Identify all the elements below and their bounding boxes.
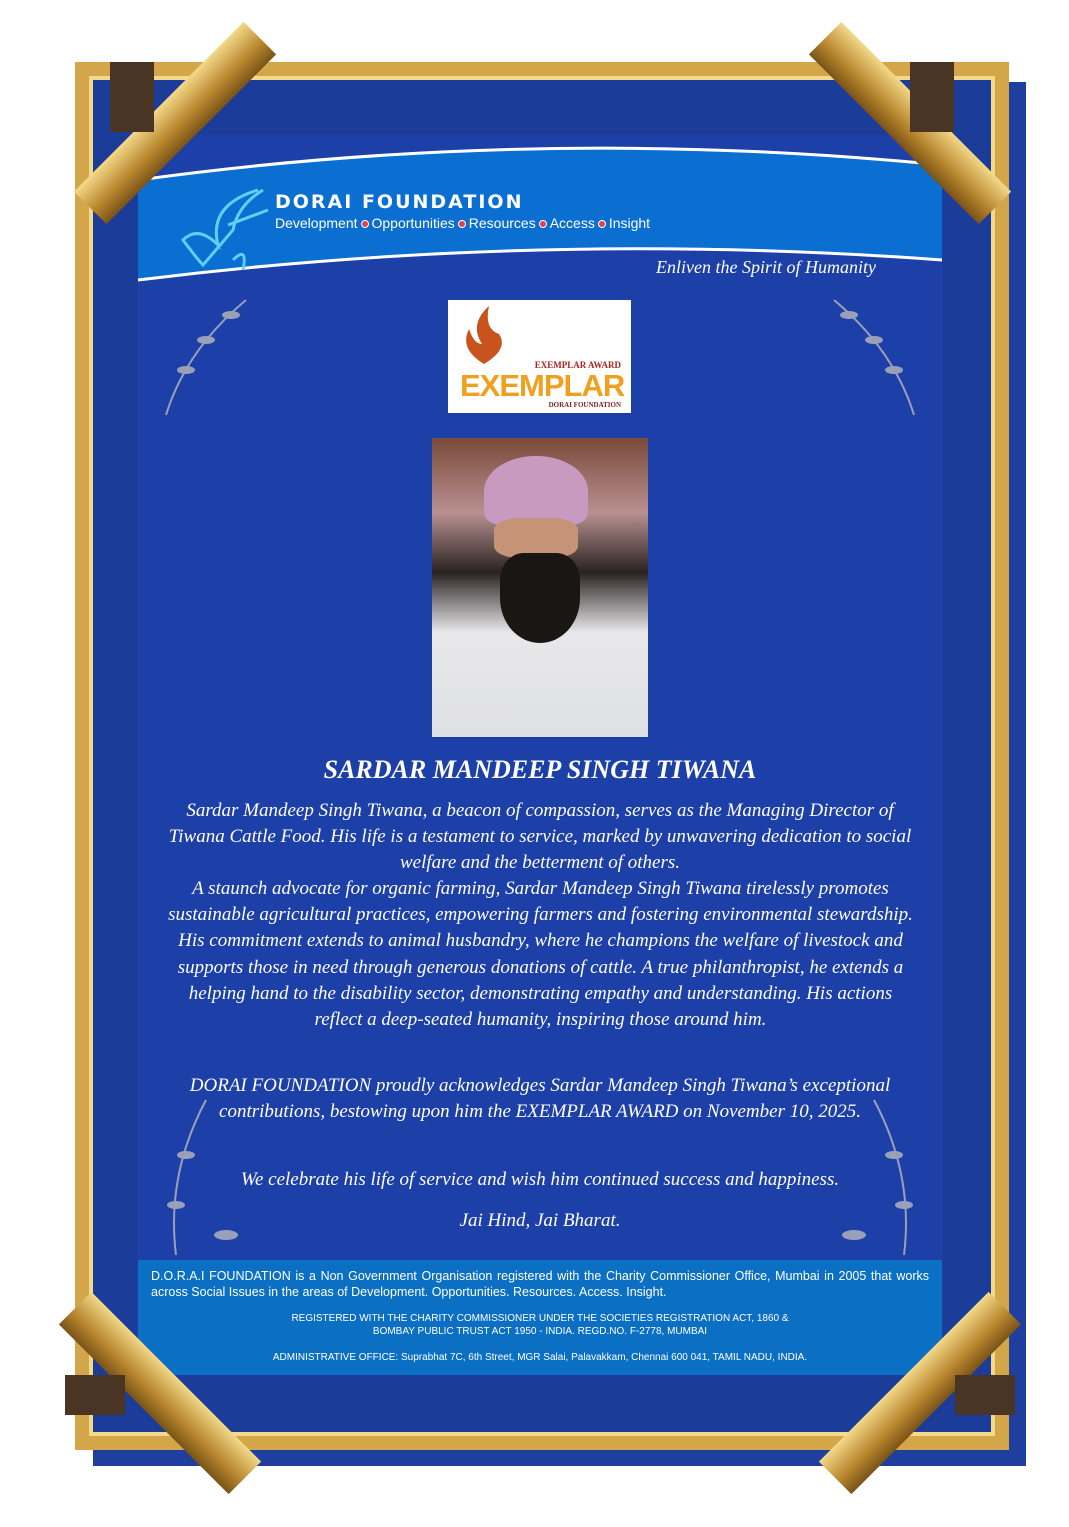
pillar: Development xyxy=(275,215,358,231)
recipient-name: SARDAR MANDEEP SINGH TIWANA xyxy=(323,755,757,784)
dot-icon xyxy=(539,220,547,228)
footer-band xyxy=(138,1260,942,1375)
dot-icon xyxy=(361,220,369,228)
pillar: Resources xyxy=(468,215,536,231)
exemplar-award-logo xyxy=(448,300,631,413)
pillar: Insight xyxy=(608,215,651,231)
ribbon-fold xyxy=(955,1375,1015,1415)
org-name: DORAI FOUNDATION xyxy=(275,191,524,213)
dot-icon xyxy=(458,220,466,228)
closing: Jai Hind, Jai Bharat. xyxy=(459,1210,621,1231)
vine-ornament-icon xyxy=(824,290,934,420)
footer-registration xyxy=(138,1312,942,1338)
recipient-photo xyxy=(432,438,648,737)
dot-icon xyxy=(598,220,606,228)
vine-ornament-icon xyxy=(146,290,256,420)
award-logo-word: EXEMPLAR xyxy=(460,368,625,403)
paragraph-2: A staunch advocate for organic farming, Sardar Mandeep Singh Tiwana tirelessly promotes sustainable agricultural practices, empowering farmers and fostering environmental stewardship. His commitment extends to animal husbandry, where he champions the welfare of livestock and supports those in need through generous donations of cattle. A true philanthropist, he extends a helping hand to the disability sector, demonstrating empathy and understanding. His actions reflect a deep-seated humanity, inspiring those around him. xyxy=(168,878,913,1031)
ribbon-fold xyxy=(110,62,154,132)
registration-line: BOMBAY PUBLIC TRUST ACT 1950 - INDIA. REGD.NO. F-2778, MUMBAI xyxy=(372,1326,708,1337)
pillars xyxy=(275,215,650,231)
pillar: Opportunities xyxy=(371,215,455,231)
footer-address: ADMINISTRATIVE OFFICE: Suprabhat 7C, 6th Street, MGR Salai, Palavakkam, Chennai 600 041, TAMIL NADU, INDIA. xyxy=(272,1352,808,1363)
flame-icon xyxy=(454,304,514,366)
footer-about: D.O.R.A.I FOUNDATION is a Non Government Organisation registered with the Charity Commissioner Office, Mumbai in 2005 that works across Social Issues in the areas of Development. Opportunities. Resources. Access. Insight. xyxy=(151,1269,929,1299)
ribbon-fold xyxy=(65,1375,125,1415)
pillar: Access xyxy=(549,215,595,231)
award-logo-org: DORAI FOUNDATION xyxy=(548,401,621,409)
certificate-panel xyxy=(138,135,942,1375)
award-logo-title: EXEMPLAR AWARD xyxy=(534,360,621,370)
paragraph-3: DORAI FOUNDATION proudly acknowledges Sardar Mandeep Singh Tiwana’s exceptional contributions, bestowing upon him the EXEMPLAR AWARD on November 10, 2025. xyxy=(189,1075,891,1123)
motto: Enliven the Spirit of Humanity xyxy=(656,257,876,277)
ribbon-fold xyxy=(910,62,954,132)
registration-line: REGISTERED WITH THE CHARITY COMMISSIONER UNDER THE SOCIETIES REGISTRATION ACT, 1860 & xyxy=(291,1313,789,1324)
paragraph-1: Sardar Mandeep Singh Tiwana, a beacon of compassion, serves as the Managing Director of Tiwana Cattle Food. His life is a testament to service, marked by unwavering dedication to social welfare and the betterment of others. xyxy=(168,800,912,874)
paragraph-4: We celebrate his life of service and wish him continued success and happiness. xyxy=(240,1169,840,1190)
